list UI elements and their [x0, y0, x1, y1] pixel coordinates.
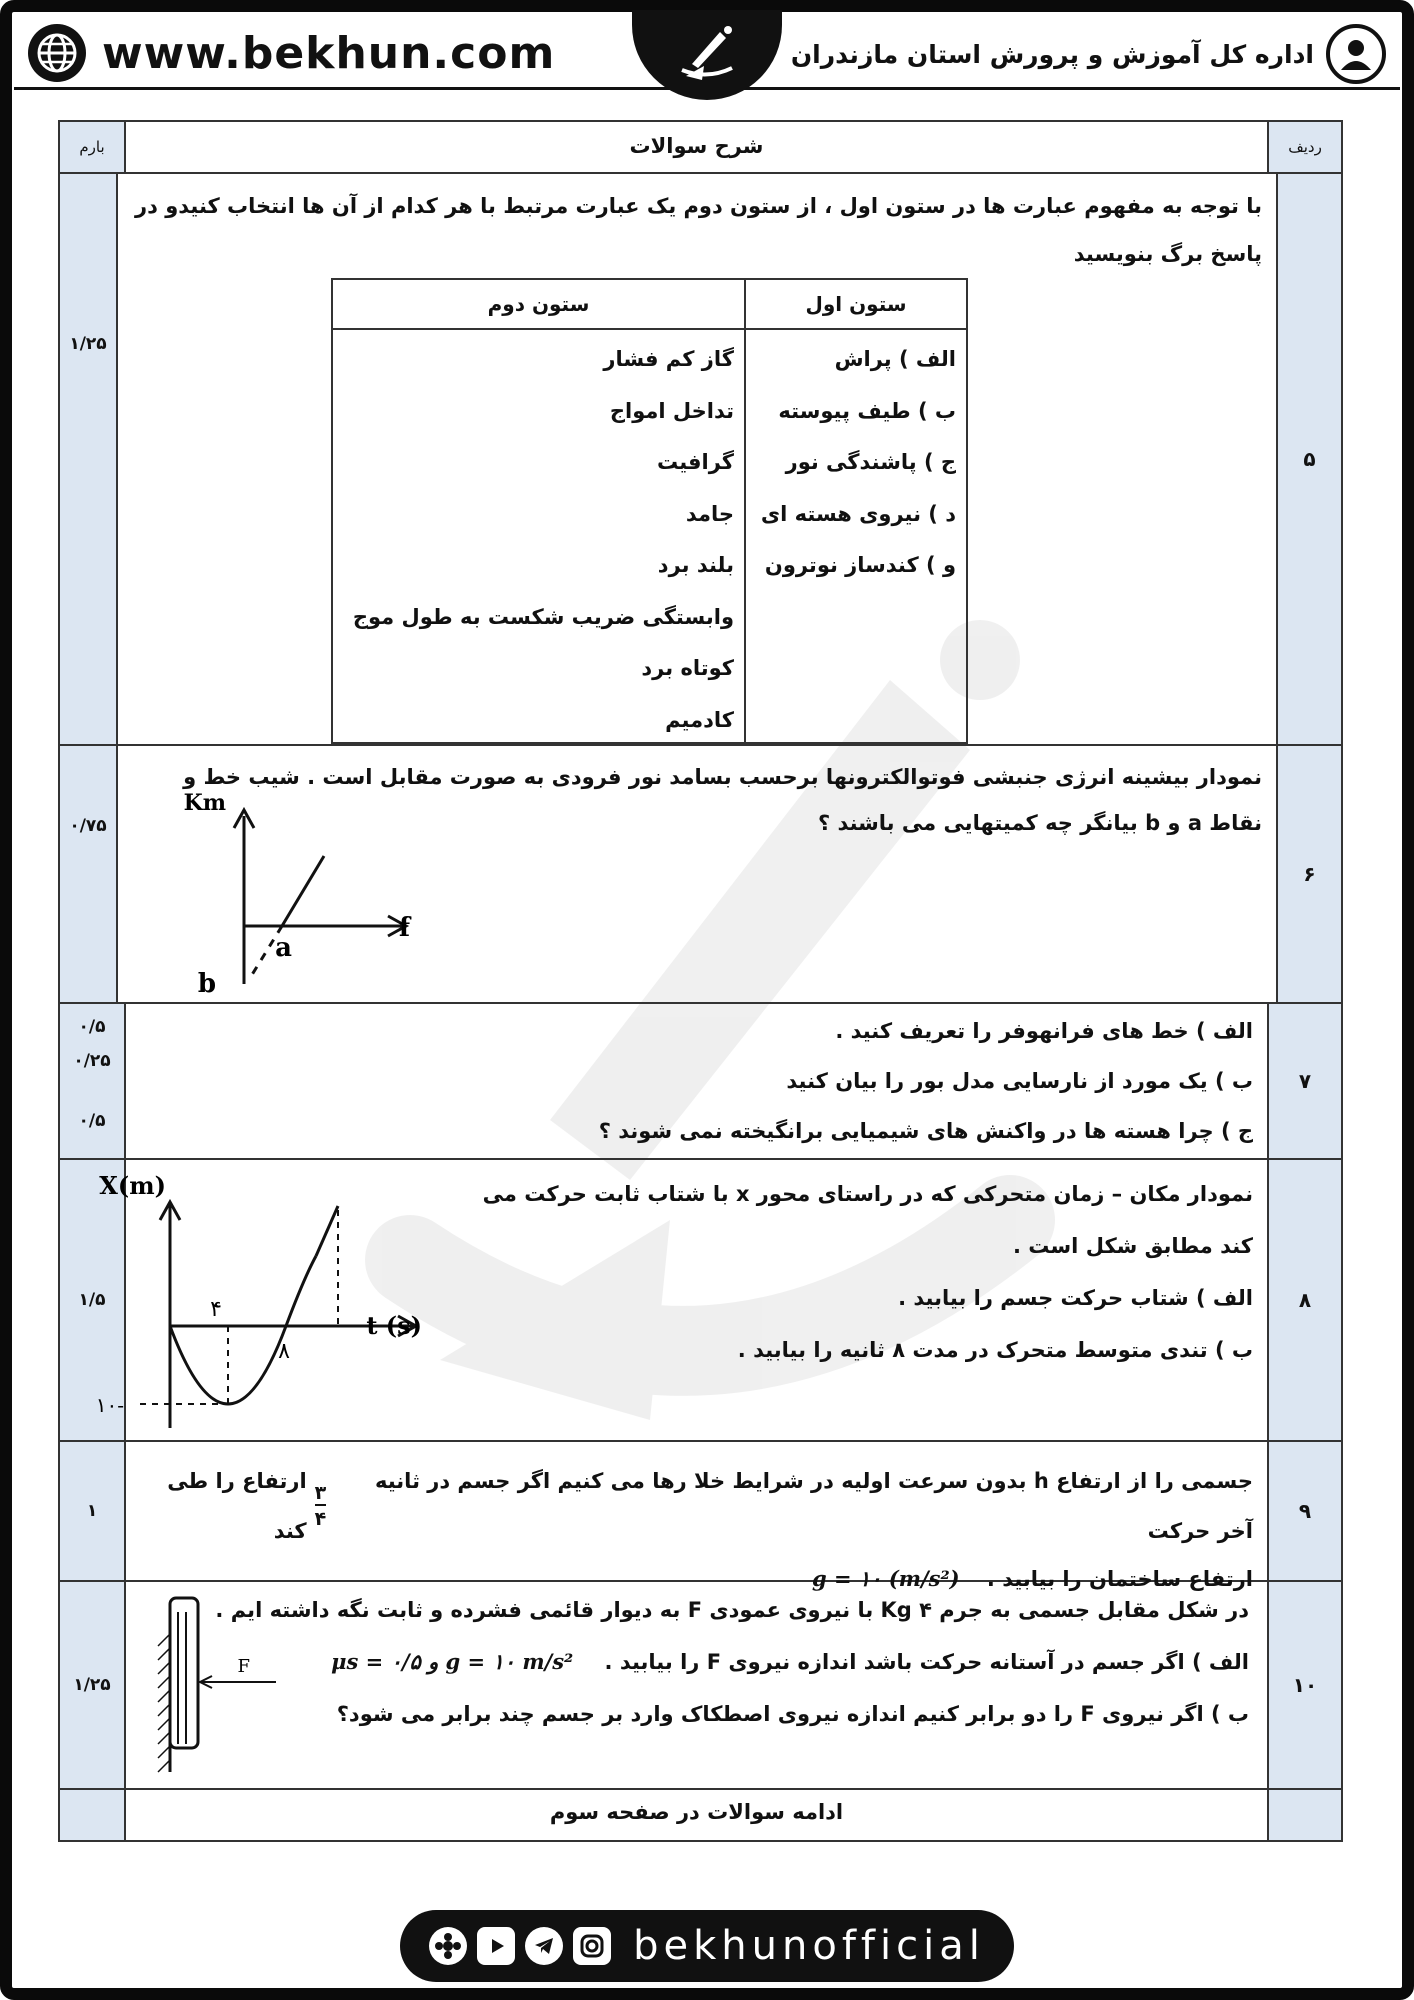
question-number: ۸: [1267, 1160, 1341, 1440]
kinetic-energy-graph: [183, 790, 416, 999]
instagram-icon[interactable]: [573, 1927, 611, 1965]
question-row-6: [60, 746, 1341, 1004]
x-axis-label: f: [398, 913, 410, 943]
question-score: ۱/۵: [60, 1160, 124, 1440]
question-body: [124, 1442, 1267, 1591]
question-text: با توجه به مفهوم عبارت ها در ستون اول ، از ستون دوم یک عبارت مرتبط با هر کدام از آن ها انتخاب کنیدو در پاسخ برگ بنویسید: [135, 194, 1262, 266]
question-table: [58, 120, 1343, 1842]
question-score: ۱/۲۵: [60, 174, 116, 744]
question-number: ۶: [1276, 746, 1341, 1002]
question-line: ب ) اگر نیروی F را دو برابر کنیم اندازه نیروی اصطکاک وارد بر جسم چند برابر می شود؟: [336, 1702, 1249, 1726]
question-row-10: [60, 1582, 1341, 1790]
social-handle[interactable]: bekhunofficial: [633, 1923, 985, 1969]
question-number: ۹: [1267, 1442, 1341, 1580]
globe-icon: [28, 24, 86, 82]
aparat-icon[interactable]: [429, 1927, 467, 1965]
telegram-icon[interactable]: [525, 1927, 563, 1965]
list-item: وابستگی ضریب شکست به طول موج: [352, 604, 734, 629]
question-line: کند مطابق شکل است .: [1013, 1234, 1253, 1258]
continue-row: [60, 1790, 1341, 1840]
friction-formula: μs = ۰/۵ و g = ۱۰ m/s²: [331, 1649, 574, 1674]
question-body: [95, 1160, 1267, 1440]
youtube-icon[interactable]: [477, 1927, 515, 1965]
question-row-9: [60, 1442, 1341, 1591]
col-desc-header: شرح سوالات: [124, 122, 1267, 172]
list-item: جامد: [685, 501, 734, 526]
list-item: کوتاه برد: [641, 656, 734, 680]
organization-block: [791, 24, 1386, 84]
question-number: ۵: [1276, 174, 1341, 744]
list-item: تداخل امواج: [609, 398, 734, 423]
point-a-label: a: [275, 933, 292, 963]
y-axis-label: X(m): [99, 1171, 166, 1200]
empty-cell: [60, 1790, 124, 1840]
question-line: الف ) شتاب حرکت جسم را بیابید .: [898, 1286, 1253, 1310]
question-line: در شکل مقابل جسمی به جرم ۴ Kg با نیروی عمودی F به دیوار قائمی فشرده و ثابت نگه داشته ایم .: [215, 1598, 1249, 1622]
question-score: ۱/۲۵: [60, 1582, 124, 1788]
fraction-numerator: ۳: [314, 1482, 327, 1504]
question-body: [124, 1582, 1267, 1788]
question-body: [116, 174, 1276, 744]
question-row-8: [60, 1160, 1341, 1442]
question-text: ارتفاع را طی کند: [167, 1469, 307, 1543]
organization-name: اداره کل آموزش و پرورش استان مازندران: [790, 39, 1314, 69]
social-footer[interactable]: [400, 1910, 1014, 1982]
website-url[interactable]: www.bekhun.com: [102, 27, 556, 79]
force-label: F: [237, 1656, 250, 1677]
table-header-row: [60, 122, 1341, 174]
empty-cell: [1267, 1790, 1341, 1840]
column-two-title: ستون دوم: [487, 292, 590, 316]
tick-label-vertex: ۴: [210, 1297, 222, 1322]
question-text: الف ) اگر جسم در آستانه حرکت باشد اندازه نیروی F را بیابید .: [604, 1650, 1249, 1674]
question-row-7: [60, 1004, 1341, 1160]
col-row-header: ردیف: [1267, 122, 1341, 172]
question-part: ب ) یک مورد از نارسایی مدل بور را بیان کنید: [786, 1069, 1253, 1093]
question-line: [140, 1456, 1253, 1556]
continue-note: ادامه سوالات در صفحه سوم: [124, 1790, 1267, 1840]
question-number: ۱۰: [1267, 1582, 1341, 1788]
matching-table: [331, 278, 968, 744]
question-text: نمودار بیشینه انرژی جنبشی فوتوالکترونها برحسب بسامد نور فرودی به صورت مقابل است . شیب خط و نقاط a و b بیانگر چه کمیتهایی می باشند ؟: [183, 765, 1262, 835]
list-item: ج ) پاشندگی نور: [785, 450, 956, 474]
question-line: ب ) تندی متوسط متحرک در مدت ۸ ثانیه را بیابید .: [737, 1338, 1253, 1362]
question-part: ج ) چرا هسته ها در واکنش های شیمیایی برانگیخته نمی شوند ؟: [598, 1119, 1253, 1143]
list-item: گرافیت: [656, 450, 734, 474]
question-line: [140, 1636, 1253, 1688]
part-score: ۰/۵: [78, 1017, 106, 1037]
question-scores: [60, 1004, 124, 1158]
question-line: نمودار مکان – زمان متحرکی که در راستای محور x با شتاب ثابت حرکت می: [482, 1182, 1253, 1206]
list-item: و ) کندساز نوترون: [764, 553, 956, 577]
question-body: [116, 746, 1276, 1002]
question-score: ۰/۷۵: [60, 746, 116, 1002]
list-item: بلند برد: [657, 553, 734, 577]
gravity-formula: g = ۱۰ (m/s²): [812, 1566, 960, 1591]
user-icon: [1326, 24, 1386, 84]
list-item: ب ) طیف پیوسته: [778, 398, 956, 423]
question-part: الف ) خط های فرانهوفر را تعریف کنید .: [835, 1019, 1253, 1043]
position-time-graph: [95, 1166, 476, 1436]
fraction: [315, 1482, 327, 1530]
question-number: ۷: [1267, 1004, 1341, 1158]
point-b-label: b: [197, 969, 216, 999]
list-item: گاز کم فشار: [603, 347, 734, 371]
y-axis-label: Km: [183, 790, 226, 816]
column-one-list: [744, 330, 966, 742]
header: [14, 14, 1400, 90]
question-row-5: [60, 174, 1341, 746]
tick-label-crossing: ۸: [278, 1339, 290, 1364]
question-text: ارتفاع ساختمان را بیابید .: [986, 1567, 1253, 1591]
tick-label-min: -۱۰: [95, 1393, 124, 1417]
part-score: ۰/۵: [78, 1111, 106, 1131]
list-item: الف ) پراش: [834, 347, 956, 371]
question-text: جسمی را از ارتفاع h بدون سرعت اولیه در شرایط خلا رها می کنیم اگر جسم در ثانیه آخر حرکت: [374, 1469, 1253, 1543]
fraction-denominator: ۴: [315, 1504, 327, 1530]
x-axis-label: t (s): [366, 1311, 422, 1340]
column-two-list: [333, 330, 744, 742]
col-score-header: بارم: [60, 122, 124, 172]
wall-force-diagram: [156, 1594, 286, 1776]
list-item: د ) نیروی هسته ای: [760, 501, 956, 526]
part-score: ۰/۲۵: [73, 1051, 111, 1071]
website-block[interactable]: [28, 24, 555, 82]
question-score: ۱: [60, 1442, 124, 1580]
question-body: [124, 1004, 1267, 1158]
column-one-title: ستون اول: [744, 280, 966, 328]
brand-logo: [632, 10, 782, 100]
list-item: کادمیم: [665, 707, 734, 732]
